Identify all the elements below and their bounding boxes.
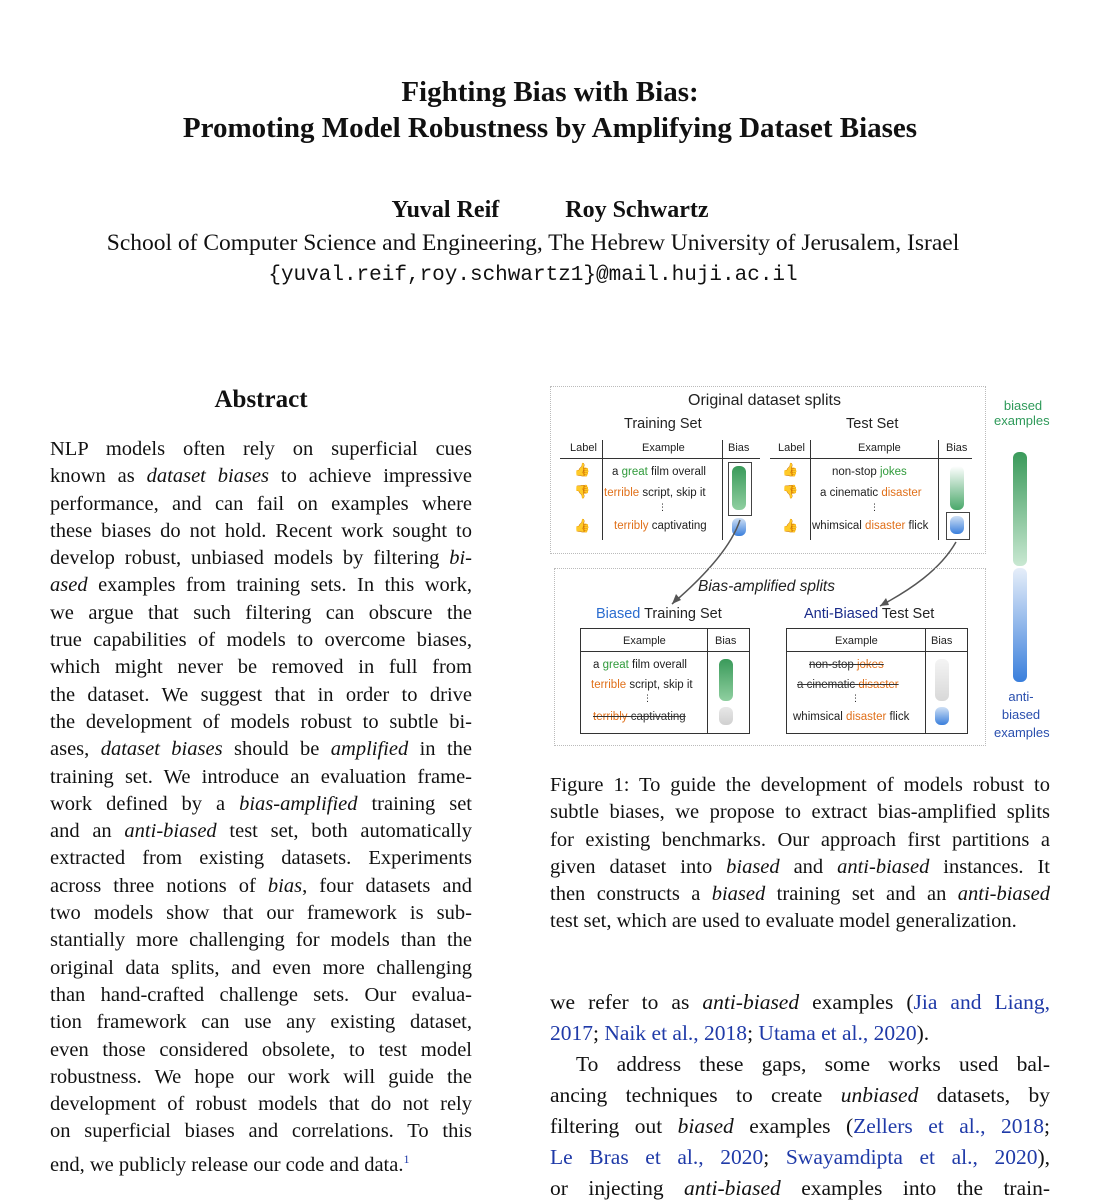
authors bbox=[0, 197, 1100, 224]
abstract-line: end, we publicly release our code and data.$^1$ bbox=[50, 1151, 410, 1176]
title-line-1: Fighting Bias with Bias: bbox=[401, 76, 699, 108]
amplified-title: Bias-amplified splits bbox=[698, 578, 835, 595]
biased-row-1: a great film overall bbox=[593, 659, 687, 671]
citation-link[interactable]: Naik et al., 2018 bbox=[604, 1021, 748, 1045]
thumbs-up-icon: 👍 bbox=[574, 518, 591, 533]
col-label: Label bbox=[778, 442, 805, 454]
citation-link[interactable]: 2017 bbox=[550, 1021, 593, 1045]
col-bias: Bias bbox=[946, 442, 968, 454]
abstract-line: training set. We introduce an evaluation frame- bbox=[50, 765, 472, 788]
anti-biased-test-heading: Anti-Biased Test Set bbox=[804, 606, 935, 622]
col-label: Label bbox=[570, 442, 597, 454]
figure-caption bbox=[550, 772, 1050, 936]
thumbs-down-icon: 👎 bbox=[574, 484, 591, 499]
train-row-1: a great film overall bbox=[612, 466, 706, 478]
citation-link[interactable]: Utama et al., 2020 bbox=[758, 1021, 917, 1045]
text-line: To address these gaps, some works used bal- bbox=[576, 1052, 1050, 1076]
abstract-line: across three notions of bias, four datasets and bbox=[50, 874, 472, 897]
text-line: ancing techniques to create unbiased datasets, by bbox=[550, 1083, 1051, 1107]
ellipsis: ⋮ bbox=[870, 502, 879, 512]
title-line-2: Promoting Model Robustness by Amplifying Dataset Biases bbox=[182, 112, 918, 144]
abstract-line: known as dataset biases to achieve impressive bbox=[50, 465, 473, 488]
abstract-line: tion framework can use any existing dataset, bbox=[50, 1011, 472, 1034]
col-bias: Bias bbox=[931, 635, 953, 647]
abstract-line: true capabilities of models to overcome biases, bbox=[50, 629, 472, 652]
col-example: Example bbox=[835, 635, 878, 647]
text-line: or injecting anti-biased examples into the train- bbox=[550, 1176, 1051, 1200]
anti-row-1: whimsical disaster flick bbox=[793, 711, 910, 723]
ellipsis: ⋮ bbox=[658, 502, 667, 512]
caption-line: test set, which are used to evaluate model generalization. bbox=[550, 910, 1017, 933]
abstract-line: even those considered obsolete, to test model bbox=[50, 1038, 472, 1061]
abstract-line: than hand-crafted challenge sets. Our evalua- bbox=[50, 983, 472, 1006]
caption-line: for existing benchmarks. Our approach first partitions a bbox=[550, 828, 1050, 851]
figure-top-title: Original dataset splits bbox=[688, 392, 841, 409]
abstract-line: develop robust, unbiased models by filtering bi- bbox=[50, 547, 472, 570]
legend-bar-green bbox=[1013, 452, 1027, 566]
text-line: Le Bras et al., 2020; Swayamdipta et al., 2020), bbox=[550, 1145, 1050, 1169]
test-row-2: a cinematic disaster bbox=[820, 487, 922, 499]
col-bias: Bias bbox=[715, 635, 737, 647]
test-row-3: whimsical disaster flick bbox=[812, 520, 929, 532]
abstract-line: the dataset. We suggest that in order to drive bbox=[50, 683, 472, 706]
training-set-heading: Training Set bbox=[624, 416, 702, 432]
abstract-line: extracted from existing datasets. Experiments bbox=[50, 847, 472, 870]
caption-line: subtle biases, we propose to extract bias-amplified splits bbox=[550, 801, 1050, 824]
abstract-line: stantially more challenging for models than the bbox=[50, 929, 472, 952]
train-row-2: terrible script, skip it bbox=[604, 487, 706, 499]
abstract-line: ased examples from training sets. In this work, bbox=[50, 574, 472, 597]
abstract-line: original data splits, and even more challenging bbox=[50, 956, 472, 979]
bias-bar-blue bbox=[935, 707, 949, 725]
divider bbox=[925, 629, 926, 733]
email: {yuval.reif,roy.schwartz1}@mail.huji.ac.il bbox=[268, 264, 798, 287]
col-example: Example bbox=[642, 442, 685, 454]
train-row-3: terribly captivating bbox=[614, 520, 707, 532]
thumbs-up-icon: 👍 bbox=[574, 462, 591, 477]
abstract-line: performance, and can fail on examples where bbox=[50, 492, 472, 515]
abstract-body bbox=[50, 436, 473, 1176]
biased-row-removed: terribly captivating bbox=[593, 711, 686, 723]
divider bbox=[787, 651, 967, 652]
text-line: 2017; Naik et al., 2018; Utama et al., 2020). bbox=[550, 1021, 930, 1045]
abstract-line: NLP models often rely on superficial cues bbox=[50, 438, 472, 460]
abstract-line: these biases do not hold. Recent work sought to bbox=[50, 519, 472, 542]
ellipsis: ⋮ bbox=[643, 693, 652, 703]
biased-training-heading: Biased Training Set bbox=[596, 606, 722, 622]
citation-link[interactable]: Jia and Liang, bbox=[913, 990, 1050, 1014]
abstract-heading: Abstract bbox=[214, 386, 308, 413]
thumbs-down-icon: 👎 bbox=[782, 484, 799, 499]
divider bbox=[581, 651, 749, 652]
abstract-line: which might never be removed in full from bbox=[50, 656, 472, 679]
abstract-line: on superficial biases and correlations. To this bbox=[50, 1120, 472, 1143]
text-line: filtering out biased examples (Zellers et al., 2018; bbox=[550, 1114, 1050, 1138]
legend-bottom: anti- biased examples bbox=[994, 689, 1050, 740]
caption-line: Figure 1: To guide the development of models robust to bbox=[550, 774, 1050, 796]
citation-link[interactable]: Zellers et al., 2018 bbox=[853, 1114, 1044, 1138]
biased-training-table bbox=[580, 628, 750, 734]
affiliation: School of Computer Science and Engineering, The Hebrew University of Jerusalem, Israel bbox=[106, 230, 960, 256]
author-1: Yuval Reif bbox=[391, 197, 500, 223]
anti-row-removed-2: a cinematic disaster bbox=[797, 679, 899, 691]
caption-line: then constructs a biased training set and an anti-biased bbox=[550, 883, 1051, 906]
bias-bar-removed bbox=[719, 707, 733, 725]
test-set-heading: Test Set bbox=[846, 416, 899, 432]
text-line: we refer to as anti-biased examples (Jia and Liang, bbox=[550, 990, 1050, 1014]
thumbs-up-icon: 👍 bbox=[782, 462, 799, 477]
anti-row-removed-1: non-stop jokes bbox=[809, 659, 884, 671]
thumbs-up-icon: 👍 bbox=[782, 518, 799, 533]
anti-biased-test-table bbox=[786, 628, 968, 734]
abstract-line: we argue that such filtering can obscure the bbox=[50, 601, 472, 624]
test-row-1: non-stop jokes bbox=[832, 466, 907, 478]
ellipsis: ⋮ bbox=[851, 693, 860, 703]
abstract-line: and an anti-biased test set, both automatically bbox=[50, 820, 472, 843]
citation-link[interactable]: Swayamdipta et al., 2020 bbox=[785, 1145, 1038, 1169]
bias-bar-green bbox=[719, 659, 733, 701]
abstract-line: development of robust models that do not rely bbox=[50, 1093, 472, 1116]
paper-title bbox=[0, 74, 1100, 146]
footnote-mark[interactable]: 1 bbox=[403, 1151, 410, 1166]
author-2: Roy Schwartz bbox=[565, 197, 709, 223]
abstract-line: robustness. We hope our work will guide the bbox=[50, 1065, 472, 1088]
col-bias: Bias bbox=[728, 442, 750, 454]
legend-top: biased examples bbox=[994, 398, 1050, 428]
abstract-line: work defined by a bias-amplified training set bbox=[50, 792, 472, 815]
biased-row-2: terrible script, skip it bbox=[591, 679, 693, 691]
abstract-line: the development of models robust to subtle bi- bbox=[50, 710, 472, 733]
abstract-line: ases, dataset biases should be amplified in the bbox=[50, 738, 473, 761]
col-example: Example bbox=[858, 442, 901, 454]
bias-bar-removed bbox=[935, 659, 949, 701]
divider bbox=[707, 629, 708, 733]
abstract-line: two models show that our framework is sub- bbox=[50, 902, 472, 925]
col-example: Example bbox=[623, 635, 666, 647]
right-column-text bbox=[550, 987, 1050, 1204]
figure-1 bbox=[550, 380, 1050, 750]
citation-link[interactable]: Le Bras et al., 2020 bbox=[550, 1145, 764, 1169]
caption-line: given dataset into biased and anti-biased instances. It bbox=[550, 855, 1050, 878]
legend-bar-blue bbox=[1013, 568, 1027, 682]
